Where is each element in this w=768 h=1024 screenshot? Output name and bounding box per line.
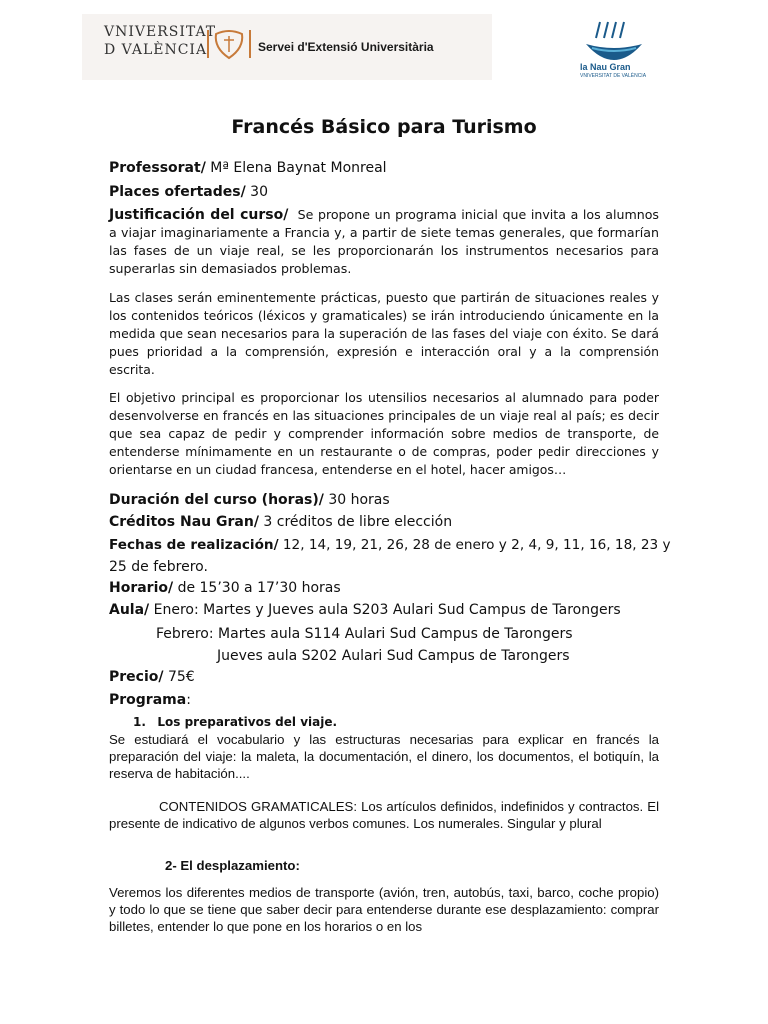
item1-contenidos: CONTENIDOS GRAMATICALES: Los artículos definidos, indefinidos y contractos. El presente de indicativo de algunos verbos comunes. Los numerales. Singular y plural	[109, 799, 659, 831]
horario-value: de 15’30 a 17’30 horas	[173, 580, 341, 596]
fechas-line-2: 25 de febrero.	[109, 559, 208, 575]
item2-title: 2- El desplazamiento:	[165, 858, 300, 873]
horario-label: Horario/	[109, 580, 174, 596]
aula-label: Aula/	[109, 602, 150, 618]
servei-title: Servei d'Extensió Universitària	[258, 40, 434, 54]
fechas-value: 12, 14, 19, 21, 26, 28 de enero y 2, 4, 9, 11, 16, 18, 23 y	[278, 537, 671, 553]
university-emblem-icon	[204, 26, 254, 62]
item1-text: Se estudiará el vocabulario y las estructuras necesarias para explicar en francés la preparación del viaje: la maleta, la documentación, el dinero, los documentos, el botiquín, la reserva de habitación....	[109, 732, 659, 781]
paragraph-3: El objetivo principal es proporcionar los utensilios necesarios al alumnado para poder desenvolverse en francés en las situaciones principales de un viaje real al país; es decir que sea capaz de pedir y comprender información sobre medios de transporte, de entenderse mínimamente en un restaurante o de compras, poder pedir direcciones y orientarse en un ciudad francesa, entenderse en el hotel, hacer amigos…	[109, 390, 659, 477]
aula-line	[109, 598, 659, 622]
aula-value: Enero: Martes y Jueves aula S203 Aulari Sud Campus de Tarongers	[149, 602, 621, 618]
creditos-label: Créditos Nau Gran/	[109, 514, 259, 530]
creditos-value: 3 créditos de libre elección	[258, 514, 453, 530]
duracion-value: 30 horas	[323, 492, 390, 508]
paragraph-2: Las clases serán eminentemente prácticas, puesto que partirán de situaciones reales y los contenidos teóricos (léxicos y gramaticales) se irán introduciendo únicamente en la medida que sean necesarios para la superación de las fases del viaje con éxito. Se dará pues prioridad a la comprensión, expresión e interacción oral y a la comprensión escrita.	[109, 290, 659, 377]
aula-febrero-line: Febrero: Martes aula S114 Aulari Sud Campus de Tarongers	[156, 626, 573, 642]
programa-label: Programa	[109, 692, 187, 708]
item1-title: Los preparativos del viaje.	[157, 715, 338, 729]
justificacion-label: Justificación del curso/	[109, 207, 289, 223]
professorat-line	[109, 156, 659, 180]
uv-logo-line2: D VALÈNCIA	[104, 42, 208, 58]
professorat-label: Professorat/	[109, 160, 206, 176]
precio-line	[109, 665, 659, 689]
horario-line	[109, 576, 659, 600]
nau-gran-label: la Nau Gran	[580, 62, 631, 72]
item1-number: 1.	[133, 715, 146, 729]
fechas-line	[109, 533, 671, 557]
precio-value: 75€	[163, 669, 195, 685]
places-label: Places ofertades/	[109, 184, 246, 200]
precio-label: Precio/	[109, 669, 164, 685]
justificacion-paragraph	[109, 206, 659, 278]
professorat-value: Mª Elena Baynat Monreal	[205, 160, 387, 176]
programa-heading	[109, 688, 659, 712]
places-value: 30	[245, 184, 268, 200]
duracion-line	[109, 488, 659, 512]
header-banner	[82, 14, 492, 80]
aula-jueves-line: Jueves aula S202 Aulari Sud Campus de Tarongers	[217, 648, 570, 664]
creditos-line	[109, 510, 659, 534]
nau-gran-sub: VNIVERSITAT DE VALÈNCIA	[580, 73, 647, 79]
programa-colon: :	[186, 692, 191, 708]
item2-text: Veremos los diferentes medios de transporte (avión, tren, autobús, taxi, barco, coche propio) y todo lo que se tiene que saber decir para entenderse durante ese desplazamiento: comprar billetes, entender lo que pone en los horarios o en los	[109, 885, 659, 934]
duracion-label: Duración del curso (horas)/	[109, 492, 324, 508]
uv-logo-line1: VNIVERSITAT	[104, 24, 217, 40]
fechas-label: Fechas de realización/	[109, 537, 279, 553]
document-title: Francés Básico para Turismo	[231, 116, 537, 138]
justificacion-text: Se propone un programa inicial que invita a los alumnos a viajar imaginariamente a Francia y, a partir de siete temas generales, que formarían las fases de un viaje real, se les proporcionarán los instrumentos necesarios para superarlas sin demasiados problemas.	[109, 207, 659, 276]
places-line	[109, 180, 659, 204]
